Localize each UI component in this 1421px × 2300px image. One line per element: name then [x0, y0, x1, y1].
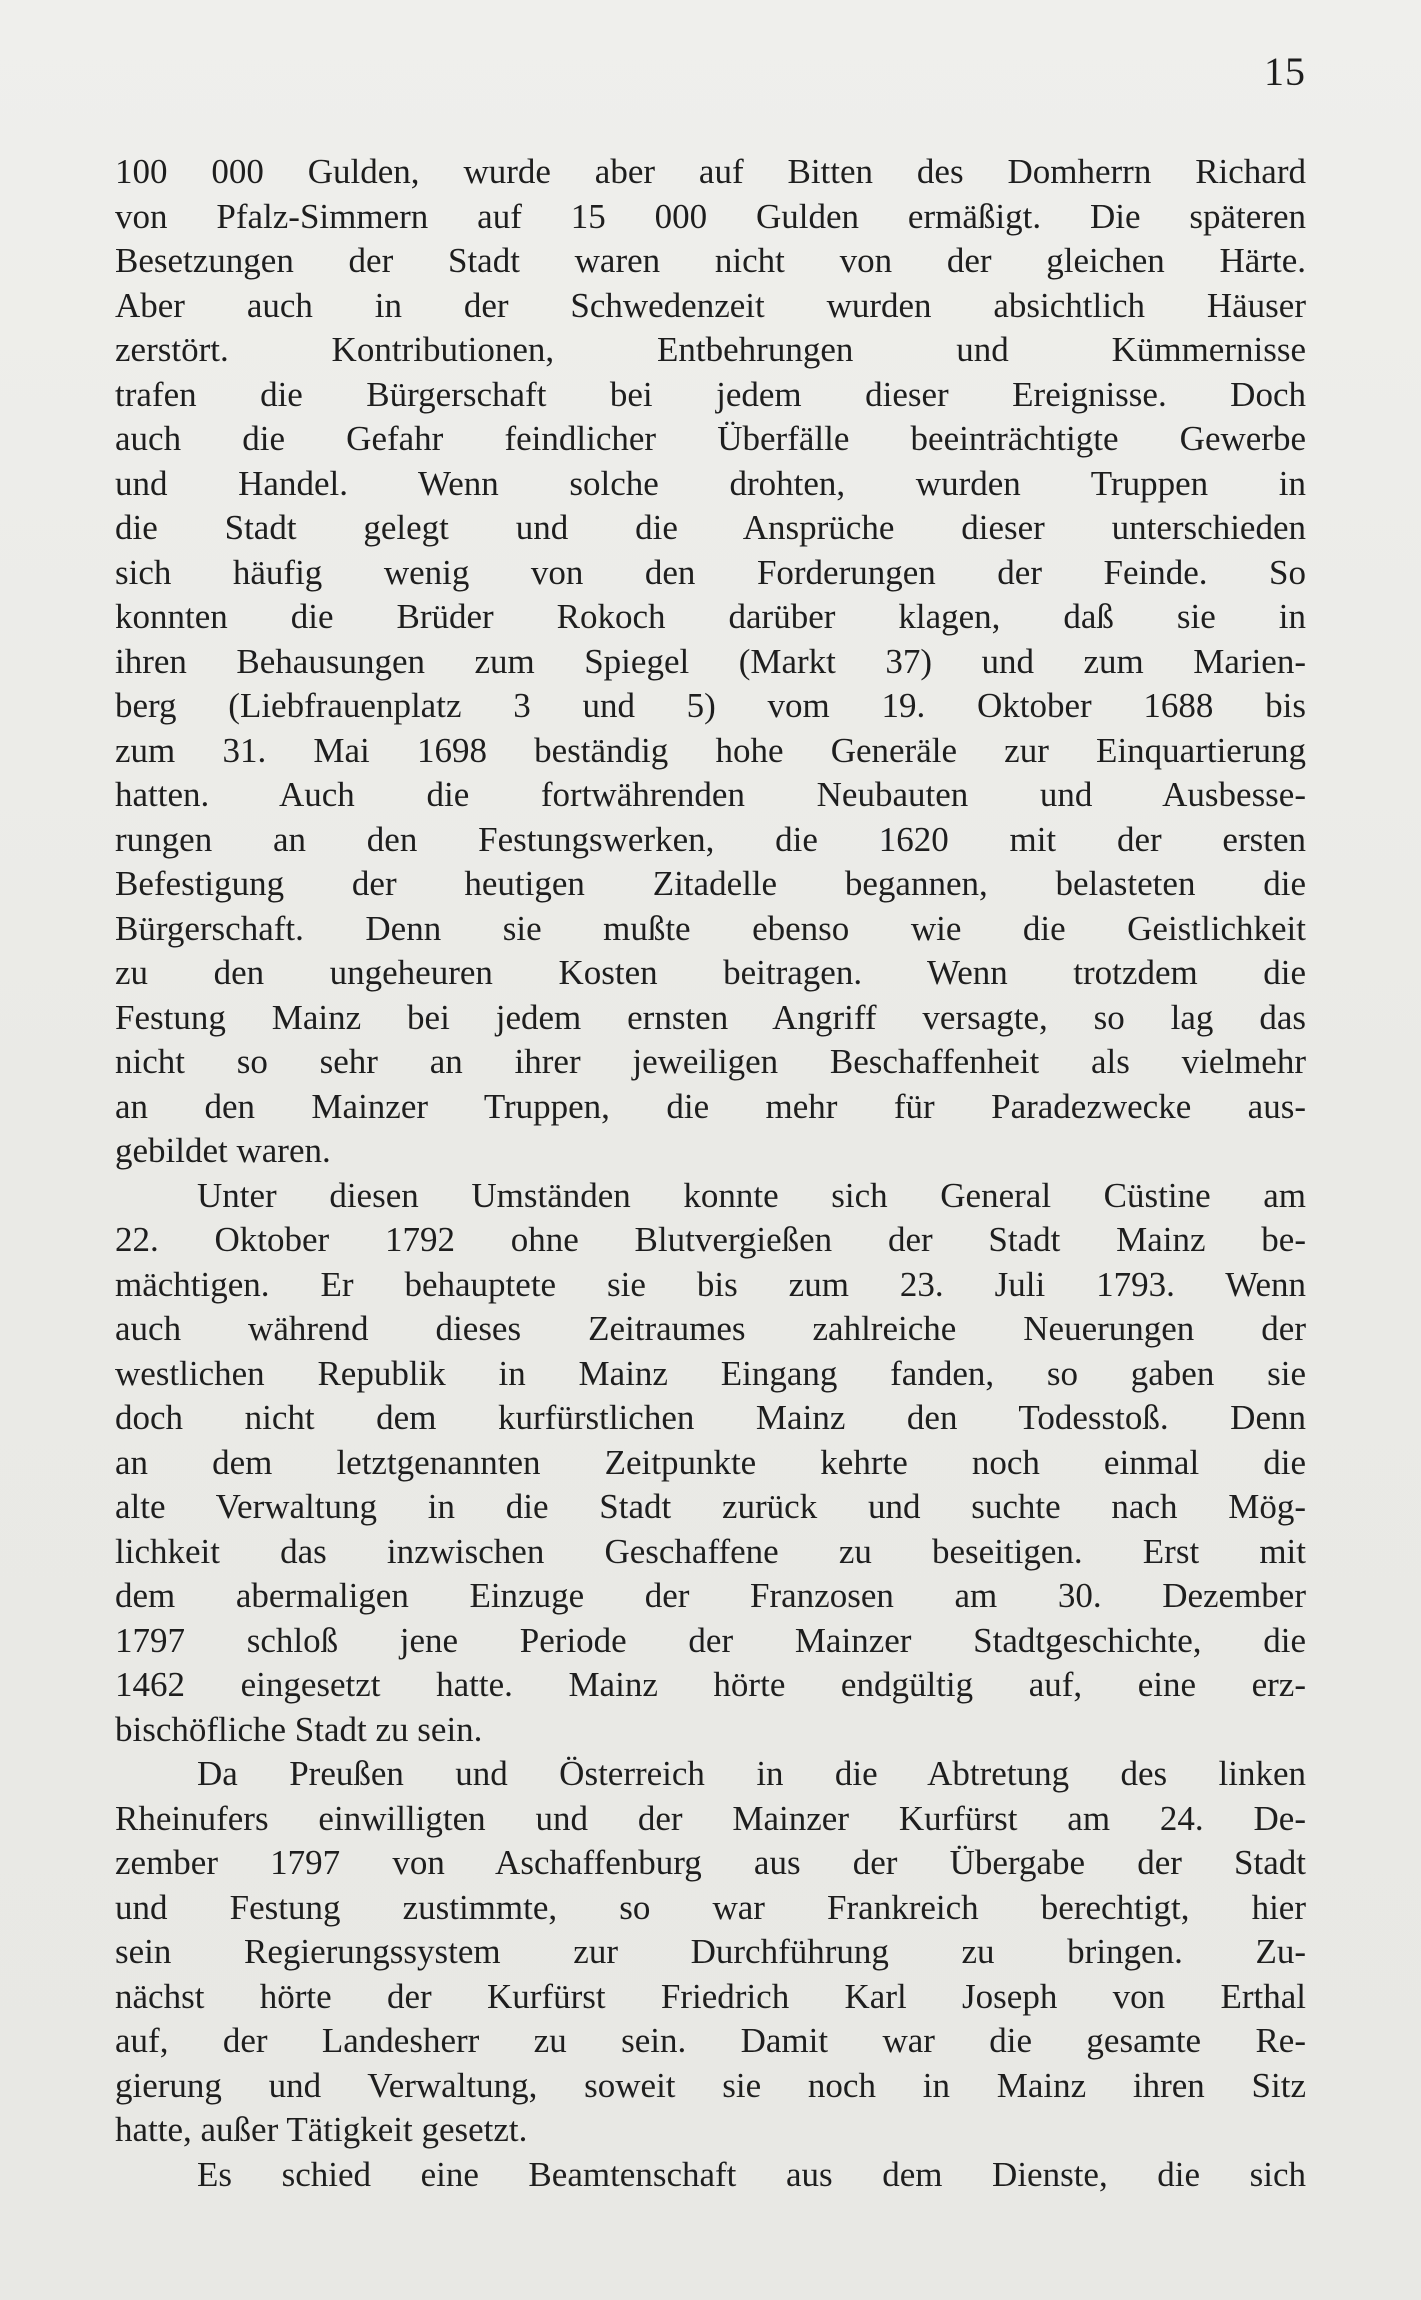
text-line: nächst hörte der Kurfürst Friedrich Karl Joseph von Erthal: [115, 1976, 1306, 2016]
text-line: Bürgerschaft. Denn sie mußte ebenso wie die Geistlichkeit: [115, 908, 1306, 948]
text-line: 100 000 Gulden, wurde aber auf Bitten des Domherrn Richard: [115, 152, 1306, 191]
paragraph: [115, 150, 1306, 1174]
text-line: berg (Liebfrauenplatz 3 und 5) vom 19. Oktober 1688 bis: [115, 686, 1306, 725]
text-line: Festung Mainz bei jedem ernsten Angriff versagte, so lag das: [115, 997, 1306, 1037]
text-line: von Pfalz-Simmern auf 15 000 Gulden ermäßigt. Die späteren: [115, 196, 1306, 236]
text-line: hatten. Auch die fortwährenden Neubauten und Ausbesse-: [115, 775, 1306, 814]
text-line: rungen an den Festungswerken, die 1620 mit der ersten: [115, 819, 1306, 859]
text-line: konnten die Brüder Rokoch darüber klagen, daß sie in: [115, 597, 1306, 636]
text-line: 1462 eingesetzt hatte. Mainz hörte endgültig auf, eine erz-: [115, 1665, 1306, 1704]
text-line: doch nicht dem kurfürstlichen Mainz den Todesstoß. Denn: [115, 1398, 1306, 1437]
paragraph: [115, 2153, 1306, 2198]
text-line: an den Mainzer Truppen, die mehr für Paradezwecke aus-: [115, 1086, 1306, 1126]
text-line: auch die Gefahr feindlicher Überfälle beeinträchtigte Gewerbe: [115, 419, 1306, 458]
text-line: auf, der Landesherr zu sein. Damit war die gesamte Re-: [115, 2021, 1306, 2060]
text-line: bischöfliche Stadt zu sein.: [115, 1709, 483, 1749]
text-line: Befestigung der heutigen Zitadelle begannen, belasteten die: [115, 864, 1306, 903]
text-line: gierung und Verwaltung, soweit sie noch in Mainz ihren Sitz: [115, 2065, 1306, 2105]
text-line: Besetzungen der Stadt waren nicht von der gleichen Härte.: [115, 241, 1306, 280]
text-line: und Festung zustimmte, so war Frankreich berechtigt, hier: [115, 1887, 1306, 1927]
text-line: auch während dieses Zeitraumes zahlreiche Neuerungen der: [115, 1309, 1306, 1348]
text-line: lichkeit das inzwischen Geschaffene zu beseitigen. Erst mit: [115, 1531, 1306, 1571]
text-line: dem abermaligen Einzuge der Franzosen am 30. Dezember: [115, 1576, 1306, 1615]
text-line: westlichen Republik in Mainz Eingang fanden, so gaben sie: [115, 1353, 1306, 1393]
text-line: zember 1797 von Aschaffenburg aus der Übergabe der Stadt: [115, 1843, 1306, 1882]
text-line: die Stadt gelegt und die Ansprüche dieser unterschieden: [115, 508, 1306, 547]
text-line: 22. Oktober 1792 ohne Blutvergießen der Stadt Mainz be-: [115, 1220, 1306, 1259]
text-line: trafen die Bürgerschaft bei jedem dieser Ereignisse. Doch: [115, 374, 1306, 414]
text-line: 1797 schloß jene Periode der Mainzer Stadtgeschichte, die: [115, 1620, 1306, 1660]
text-line: gebildet waren.: [115, 1131, 331, 1170]
page-number: 15: [1264, 49, 1306, 94]
text-line: und Handel. Wenn solche drohten, wurden Truppen in: [115, 463, 1306, 503]
text-line: alte Verwaltung in die Stadt zurück und suchte nach Mög-: [115, 1487, 1306, 1526]
text-line: nicht so sehr an ihrer jeweiligen Beschaffenheit als vielmehr: [115, 1042, 1306, 1081]
paragraph: [115, 1752, 1306, 2153]
text-line: Rheinufers einwilligten und der Mainzer Kurfürst am 24. De-: [115, 1798, 1306, 1838]
text-line: zerstört. Kontributionen, Entbehrungen und Kümmernisse: [115, 330, 1306, 369]
text-line: mächtigen. Er behauptete sie bis zum 23. Juli 1793. Wenn: [115, 1264, 1306, 1304]
text-line: Aber auch in der Schwedenzeit wurden absichtlich Häuser: [115, 285, 1306, 325]
text-line: zum 31. Mai 1698 beständig hohe Generäle zur Einquartierung: [115, 730, 1306, 770]
text-line: ihren Behausungen zum Spiegel (Markt 37) und zum Marien-: [115, 641, 1306, 681]
paragraph: [115, 1174, 1306, 1753]
text-line: Unter diesen Umständen konnte sich General Cüstine am: [197, 1175, 1306, 1215]
text-line: Da Preußen und Österreich in die Abtretung des linken: [197, 1754, 1306, 1793]
text-line: hatte, außer Tätigkeit gesetzt.: [115, 2110, 528, 2149]
body-text: [115, 150, 1306, 2197]
text-line: an dem letztgenannten Zeitpunkte kehrte noch einmal die: [115, 1442, 1306, 1482]
text-line: sich häufig wenig von den Forderungen der Feinde. So: [115, 552, 1306, 592]
text-line: zu den ungeheuren Kosten beitragen. Wenn trotzdem die: [115, 953, 1306, 992]
text-line: sein Regierungssystem zur Durchführung zu bringen. Zu-: [115, 1932, 1306, 1971]
text-line: Es schied eine Beamtenschaft aus dem Dienste, die sich: [197, 2154, 1306, 2194]
